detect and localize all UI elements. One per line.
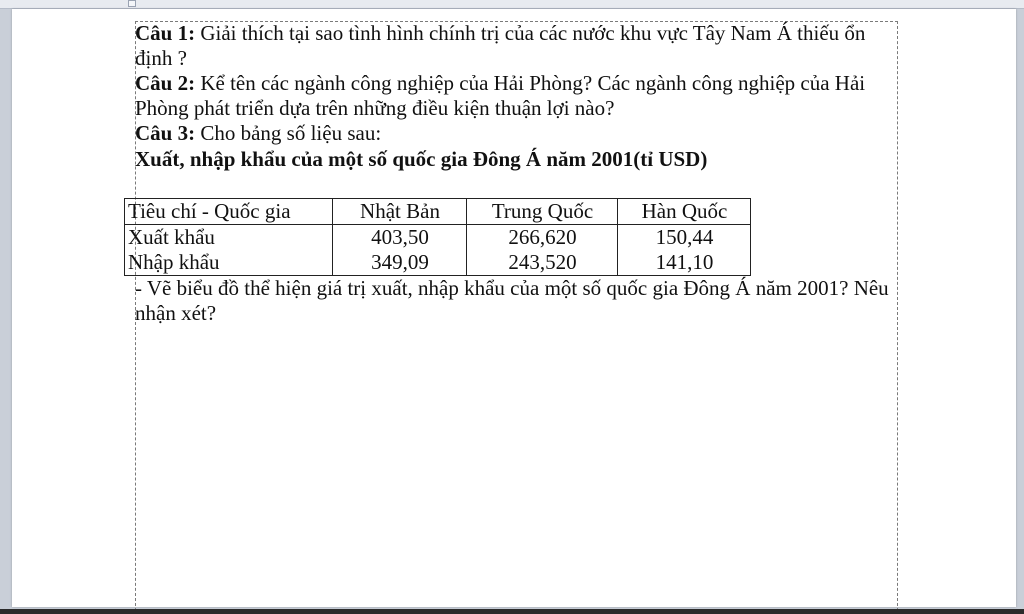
taskbar-strip xyxy=(0,609,1024,614)
table-header-cell: Nhật Bản xyxy=(333,199,467,225)
instruction-text: - Vẽ biểu đồ thể hiện giá trị xuất, nhập khẩu của một số quốc gia Đông Á năm 2001? Nêu nhận xét? xyxy=(135,276,889,325)
ruler-indent-marker[interactable] xyxy=(128,0,136,7)
table-cell: Nhập khẩu xyxy=(125,250,333,276)
question-1-label: Câu 1: xyxy=(135,21,196,45)
table-cell: 349,09 xyxy=(333,250,467,276)
table-cell: 150,44 xyxy=(618,225,751,251)
table-cell: 266,620 xyxy=(467,225,618,251)
table-header-cell: Trung Quốc xyxy=(467,199,618,225)
question-3 xyxy=(135,121,899,146)
question-2-text: Kể tên các ngành công nghiệp của Hải Phòng? Các ngành công nghiệp của Hải Phòng phát triển dựa trên những điều kiện thuận lợi nào? xyxy=(135,71,866,120)
question-1-text: Giải thích tại sao tình hình chính trị của các nước khu vực Tây Nam Á thiếu ổn định ? xyxy=(135,21,866,70)
question-2 xyxy=(135,71,899,121)
table-header-row xyxy=(125,199,751,225)
document-content[interactable] xyxy=(128,21,899,326)
table-row xyxy=(125,250,751,276)
data-table xyxy=(124,198,751,276)
table-cell: 403,50 xyxy=(333,225,467,251)
table-cell: 141,10 xyxy=(618,250,751,276)
table-title: Xuất, nhập khẩu của một số quốc gia Đông Á năm 2001(tỉ USD) xyxy=(135,147,708,171)
table-cell: Xuất khẩu xyxy=(125,225,333,251)
question-3-text: Cho bảng số liệu sau: xyxy=(195,121,382,145)
horizontal-ruler xyxy=(0,0,1024,9)
table-row xyxy=(125,225,751,251)
question-1 xyxy=(135,21,899,71)
table-cell: 243,520 xyxy=(467,250,618,276)
table-header-cell: Tiêu chí - Quốc gia xyxy=(125,199,333,225)
question-3-label: Câu 3: xyxy=(135,121,196,145)
table-header-cell: Hàn Quốc xyxy=(618,199,751,225)
question-2-label: Câu 2: xyxy=(135,71,196,95)
blank-line xyxy=(135,172,899,198)
